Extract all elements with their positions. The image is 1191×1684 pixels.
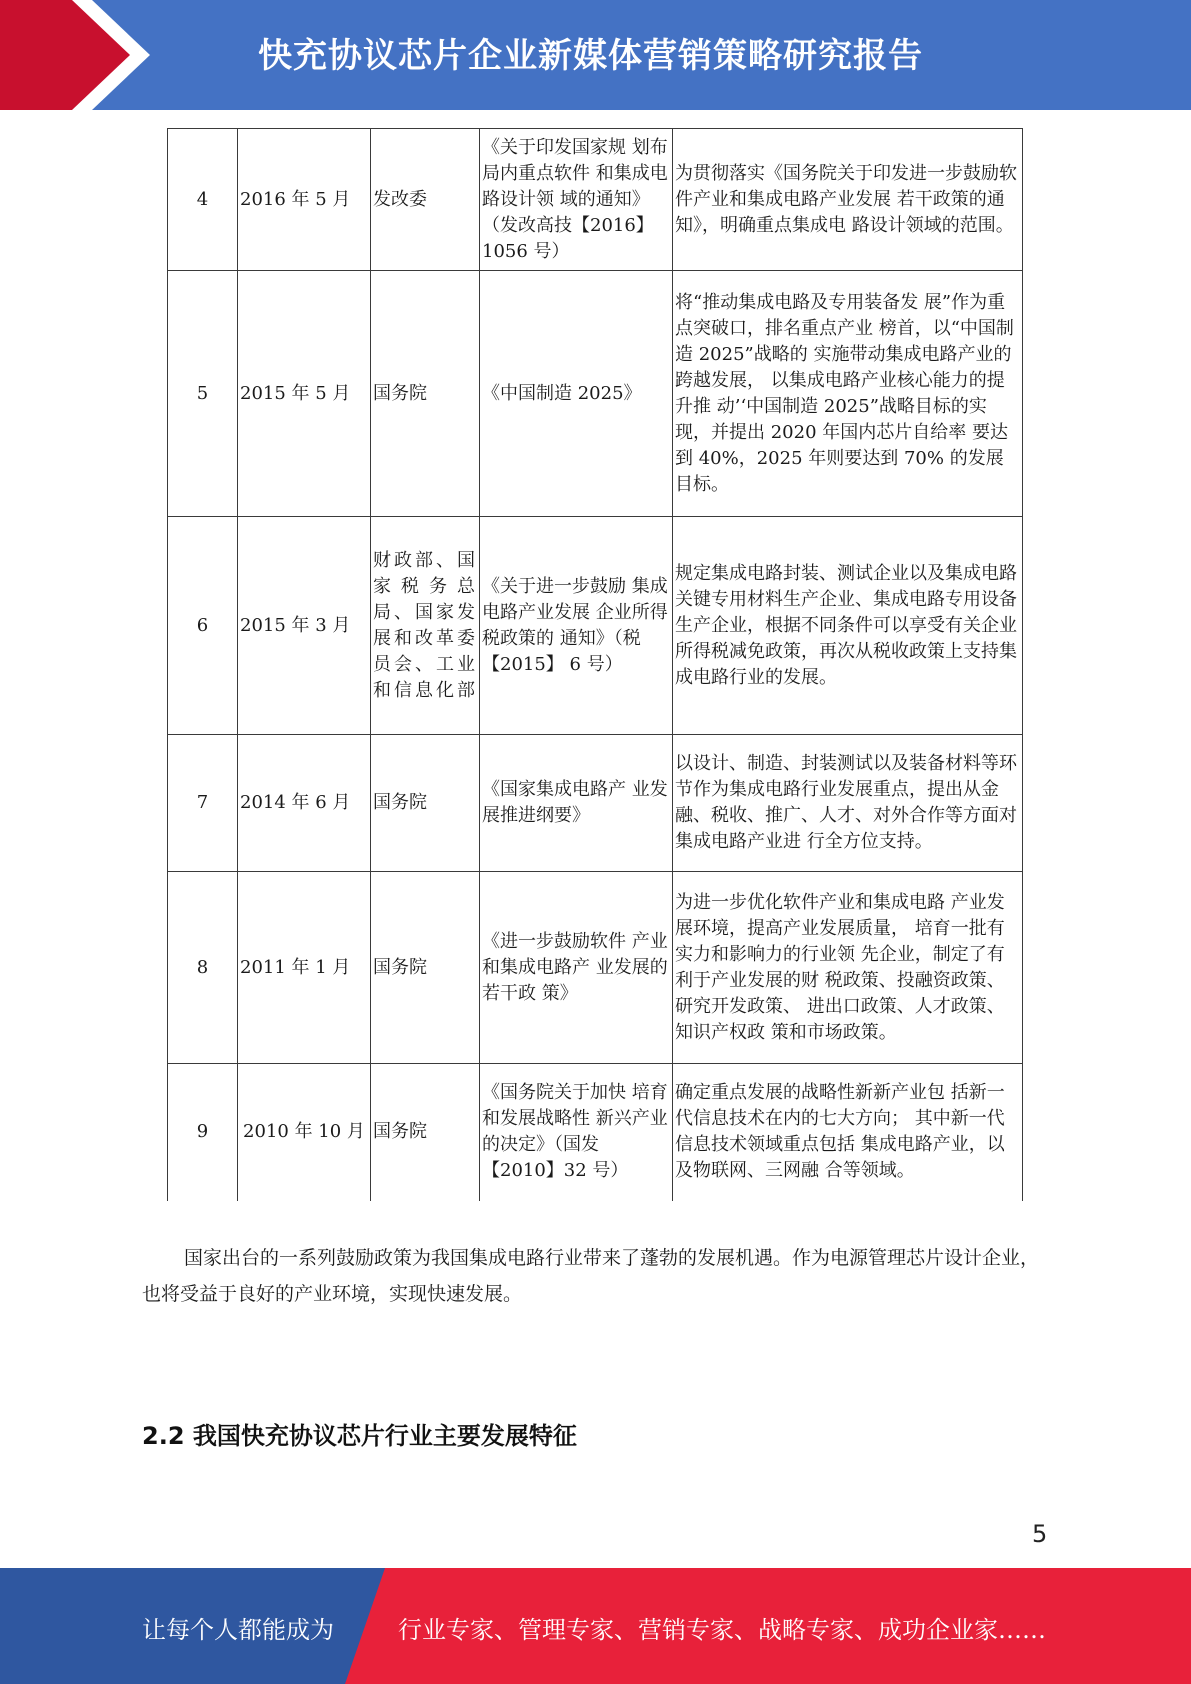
page-footer: [0, 1568, 1191, 1684]
row-department: 国务院: [371, 271, 480, 517]
row-date: 2016 年 5 月: [238, 129, 371, 271]
row-date: 2014 年 6 月: [238, 735, 371, 872]
row-department: 财政部、国家税务总局、国家发展和改革委员会、工业和信息化部: [371, 517, 480, 735]
header-arrow-decoration: [0, 0, 160, 110]
row-document: 《关于进一步鼓励 集成电路产业发展 企业所得税政策的 通知》（税【2015】 6 号）: [480, 517, 673, 735]
row-number: 6: [168, 517, 238, 735]
row-date: 2015 年 5 月: [238, 271, 371, 517]
table-row: [168, 271, 1023, 517]
row-date: 2010 年 10 月: [238, 1064, 371, 1201]
row-department: 国务院: [371, 735, 480, 872]
row-number: 5: [168, 271, 238, 517]
row-document: 《国务院关于加快 培育和发展战略性 新兴产业的决定》（国发【2010】32 号）: [480, 1064, 673, 1201]
row-content: 将“推动集成电路及专用装备发 展”作为重点突破口，排名重点产业 榜首，以“中国制造 2025”战略的 实施带动集成电路产业的跨越发展， 以集成电路产业核心能力的提升推 动’‘中国制造 2025”战略目标的实 现，并提出 2020 年国内芯片自给率 要达到 40%，2025 年则要达到 70% 的发展目标。: [673, 271, 1023, 517]
row-content: 确定重点发展的战略性新新产业包 括新一代信息技术在内的七大方向； 其中新一代信息技术领域重点包括 集成电路产业，以及物联网、三网融 合等领域。: [673, 1064, 1023, 1201]
row-number: 9: [168, 1064, 238, 1201]
row-document: 《进一步鼓励软件 产业和集成电路产 业发展的若干政 策》: [480, 872, 673, 1064]
table-row: [168, 517, 1023, 735]
row-content: 为贯彻落实《国务院关于印发进一步鼓励软件产业和集成电路产业发展 若干政策的通知》，明确重点集成电 路设计领域的范围。: [673, 129, 1023, 271]
row-department: 发改委: [371, 129, 480, 271]
row-date: 2015 年 3 月: [238, 517, 371, 735]
footer-slogan-right: 行业专家、管理专家、营销专家、战略专家、成功企业家……: [398, 1616, 1046, 1644]
section-heading: 2.2 我国快充协议芯片行业主要发展特征: [142, 1422, 577, 1450]
row-department: 国务院: [371, 872, 480, 1064]
page-number: 5: [1032, 1520, 1048, 1548]
row-content: 规定集成电路封装、测试企业以及集成电路关键专用材料生产企业、集成电路专用设备生产企业，根据不同条件可以享受有关企业所得税减免政策，再次从税收政策上支持集成电路行业的发展。: [673, 517, 1023, 735]
row-number: 8: [168, 872, 238, 1064]
row-content: 为进一步优化软件产业和集成电路 产业发展环境，提高产业发展质量， 培育一批有实力和影响力的行业领 先企业，制定了有利于产业发展的财 税政策、投融资政策、研究开发政策、 进出口政策、人才政策、知识产权政 策和市场政策。: [673, 872, 1023, 1064]
row-number: 4: [168, 129, 238, 271]
table-row: [168, 1064, 1023, 1201]
row-document: 《中国制造 2025》: [480, 271, 673, 517]
policy-table: [167, 128, 1023, 1201]
table-row: [168, 735, 1023, 872]
footer-slogan-left: 让每个人都能成为: [142, 1616, 334, 1644]
table-row: [168, 872, 1023, 1064]
body-paragraph: 国家出台的一系列鼓励政策为我国集成电路行业带来了蓬勃的发展机遇。作为电源管理芯片设计企业，也将受益于良好的产业环境，实现快速发展。: [142, 1247, 1040, 1305]
row-date: 2011 年 1 月: [238, 872, 371, 1064]
row-department: 国务院: [371, 1064, 480, 1201]
row-document: 《国家集成电路产 业发展推进纲要》: [480, 735, 673, 872]
row-document: 《关于印发国家规 划布局内重点软件 和集成电路设计领 域的通知》（发改高技【2016】1056 号）: [480, 129, 673, 271]
table-row: [168, 129, 1023, 271]
report-title: 快充协议芯片企业新媒体营销策略研究报告: [258, 36, 923, 76]
row-number: 7: [168, 735, 238, 872]
row-content: 以设计、制造、封装测试以及装备材料等环节作为集成电路行业发展重点，提出从金融、税收、推广、人才、对外合作等方面对集成电路产业进 行全方位支持。: [673, 735, 1023, 872]
page-header: [0, 0, 1191, 110]
